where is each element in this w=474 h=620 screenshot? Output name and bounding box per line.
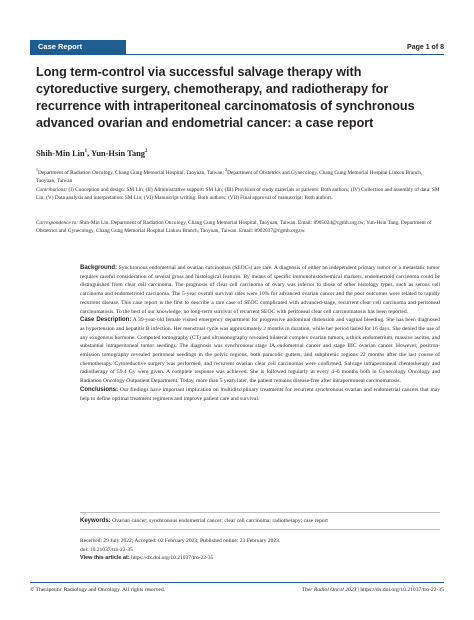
author-list [36, 149, 147, 158]
copyright: © Therapeutic Radiology and Oncology. All rights reserved. [30, 587, 166, 593]
divider [80, 512, 440, 513]
author-separator: , [87, 149, 92, 158]
section-label: Conclusions: [80, 386, 119, 393]
view-article-label: View this article at: [80, 555, 130, 562]
received-dates: Received: 29 July 2022; Accepted: 02 February 2023; Published online: 23 February 2023. [80, 538, 281, 544]
section-text: A 39-year-old female visited emergency department for progressive abdominal distension and vaginal bleeding. She has been diagnosed as hypertension and hepatitis B infection. Her menstrual cycle was approximately 2 months in duration, while her period lasted for 16 days. She denied the use of any exogenous hormone. Computed tomography (CT) and ultrasonography revealed bilateral complex ovarian tumors, a thick endometrium, massive ascites, and substantial intraperitoneal tumor seedings. The diagnosis was synchronous stage IA endometrial cancer and stage IIIC ovarian cancer. However, positron-emission tomography revealed peritoneal seedings in the pelvic regions, both paracolic gutters, and subphrenic regions 22 months after the last course of chemotherapy. Cytoreductive surgery was performed, and recurrent ovarian clear cell carcinomas were confirmed. Salvage intraperitoneal chemotherapy and radiotherapy of 59.4 Gy were given. A complete response was achieved. She is followed regularly in every 4–6 months both in Gynecology Oncology and Radiation Oncology Outpatient Department. Today, more than 5 years later, the patient remains disease-free after intraperitoneal carcinomatosis. [80, 317, 440, 385]
contributions-label: Contributions: [36, 187, 68, 193]
section-text: Our findings have important implication on multidisciplinary treatments for recurrent synchronous ovarian and endometrial cancers that may help to define optimal treatment regimens and improve patient care and survival. [80, 386, 440, 402]
section-label: Case Description: [80, 317, 132, 324]
page-number: Page 1 of 8 [407, 44, 444, 51]
affiliations [36, 166, 440, 186]
correspondence-text: Shih-Min Lin. Department of Radiation Oncology, Chang Gung Memorial Hospital, Taoyuan, Taiwan. Email: 8905024@cgmh.org.tw; Yun-Hsin Tang. Department of Obstetrics and Gynecology, Chang Gung Memorial Hospital Linkou Branch, Taoyuan, Taiwan. Email: 8902037@cgmh.org.tw. [36, 220, 432, 235]
affiliation-marker: 1 [36, 167, 38, 172]
article-type-badge: Case Report [30, 40, 126, 54]
view-article-link[interactable]: https://dx.doi.org/10.21037/tro-22-35 [129, 555, 214, 562]
abstract [80, 264, 440, 403]
section-text: Synchronous endometrial and ovarian carcinomas (SEOCs) are rare. A diagnosis of either an independent primary tumor or a metastatic tumor requires careful consideration of several gross and histological features. By means of specific immunohistochemical markers, endometrioid carcinoma could be distinguished from clear cell carcinoma. The prognosis of clear cell carcinoma of ovary was inferior to those of other histology types, such as serous cell carcinoma and endometrioid carcinoma. The 5-year overall survival rates were 10% for advanced ovarian cancer and the poor outcomes were related to rapidly recurrent disease. This case report is the first to describe a rare case of SEOC complicated with advanced-stage, recurrent clear cell carcinoma and peritoneal carcinomatosis. To the best of our knowledge, no long-term survivor of recurrent SEOC with peritoneal clear cell carcinomatosis has been reported. [80, 265, 440, 315]
section-label: Background: [80, 265, 118, 271]
article-title: Long term-control via successful salvage therapy with cytoreductive surgery, chemotherapy, and radiotherapy for recurrence with intraperitoneal carcinomatosis of synchronous advanced ovarian and endometrial cancer: a case report [36, 65, 415, 130]
article-dates [80, 537, 440, 563]
journal-url[interactable]: | https://dx.doi.org/10.21037/tro-22-35 [356, 587, 444, 593]
author-name: Yun-Hsin Tang [91, 149, 145, 158]
abstract-background [80, 264, 440, 316]
keywords [80, 517, 440, 525]
keywords-text: Ovarian cancer; synchronous endometrial cancer; clear cell carcinoma; radiotherapy; case report [110, 518, 328, 524]
abstract-case-description [80, 316, 440, 386]
contributions [36, 186, 440, 203]
header-divider [30, 54, 444, 55]
correspondence-label: Correspondence to: [36, 220, 79, 226]
journal-name: Ther Radiol Oncol 2023 [301, 587, 357, 593]
affiliation-marker: 1 [84, 149, 88, 155]
doi: doi: 10.21037/tro-22-35 [80, 546, 133, 553]
affiliation-marker: 2 [225, 167, 228, 172]
journal-citation [302, 587, 444, 593]
affiliation-text: Department of Radiation Oncology, Chang Gung Memorial Hospital, Taoyuan, Taiwan; [38, 169, 226, 176]
author-name: Shih-Min Lin [36, 149, 85, 158]
footer-divider [30, 582, 444, 583]
affiliation-text: Department of Obstetrics and Gynecology, Chang Gung Memorial Hospital Linkou Branch, Taoyuan, Taiwan [36, 169, 423, 185]
affiliation-marker: 2 [144, 149, 148, 155]
divider [80, 529, 440, 530]
correspondence [36, 219, 440, 236]
keywords-label: Keywords: [80, 518, 111, 524]
view-article [80, 554, 440, 563]
abstract-conclusions [80, 386, 440, 403]
contributions-text: (I) Conception and design: SM Lin; (II) Administrative support: SM Lin; (III) Provision of study materials or patients: Both authors; (IV) Collection and assembly of data: SM Lin; (V) Data analysis and interpretation: SM Lin; (VI) Manuscript writing: Both authors; (VII) Final approval of manuscript: Both authors. [36, 187, 440, 202]
